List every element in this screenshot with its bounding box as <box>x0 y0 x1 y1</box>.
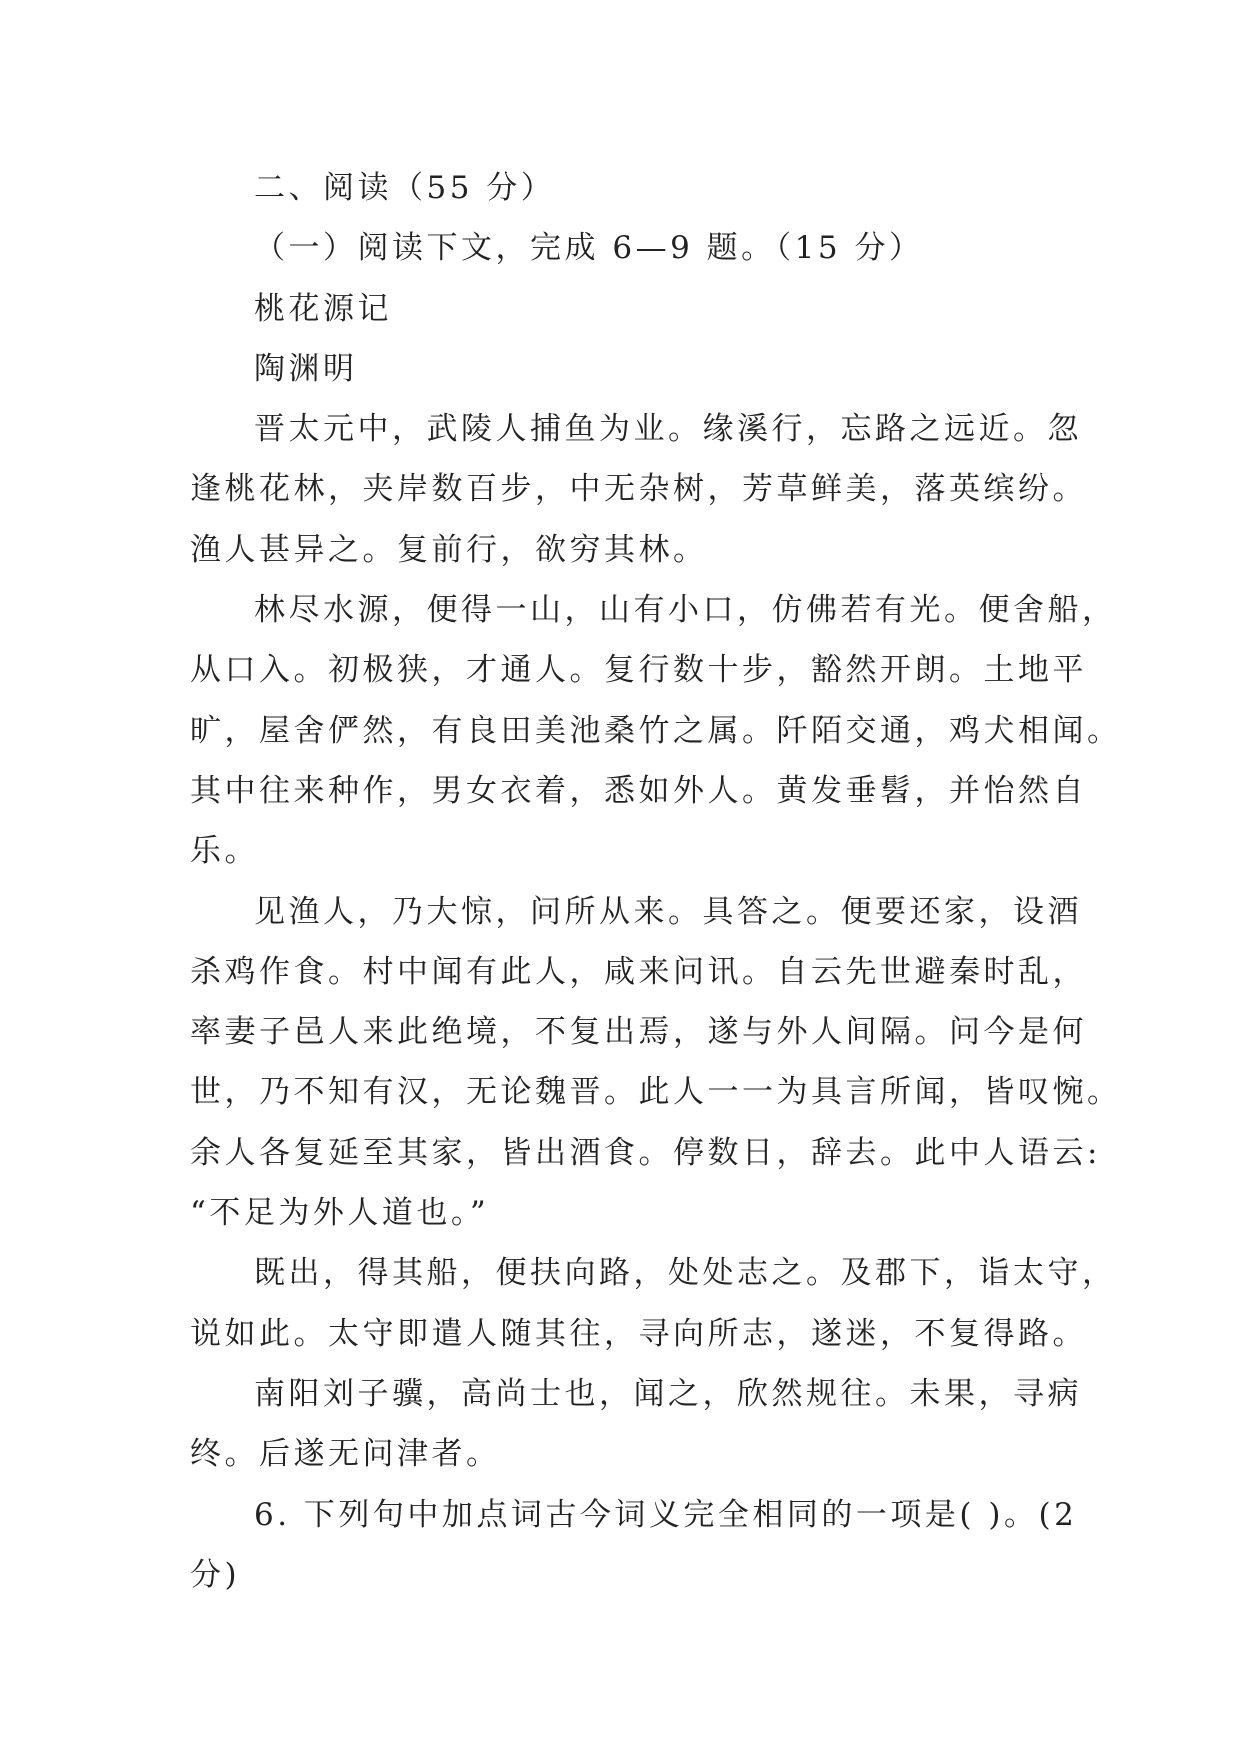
passage-author: 陶渊明 <box>254 350 358 387</box>
question-line: 6. 下列句中加点词古今词义完全相同的一项是( )。(2 <box>254 1496 1078 1533</box>
paragraph-2 <box>190 580 1122 881</box>
paragraph-line: 世，乃不知有汉，无论魏晋。此人一一为具言所闻，皆叹惋。 <box>190 1074 1122 1111</box>
paragraph-5 <box>190 1364 1082 1485</box>
paragraph-line: 见渔人，乃大惊，问所从来。具答之。便要还家，设酒 <box>254 893 1082 930</box>
paragraph-line: 余人各复延至其家，皆出酒食。停数日，辞去。此中人语云: <box>190 1134 1101 1171</box>
paragraph-line: 率妻子邑人来此绝境，不复出焉，遂与外人间隔。问今是何 <box>190 1014 1087 1051</box>
paragraph-line: 既出，得其船，便扶向路，处处志之。及郡下，诣太守， <box>254 1255 1117 1292</box>
paragraph-line: “不足为外人道也。” <box>190 1195 490 1232</box>
paragraph-line: 终。后遂无问津者。 <box>190 1436 501 1473</box>
paragraph-line: 旷，屋舍俨然，有良田美池桑竹之属。阡陌交通，鸡犬相闻。 <box>190 712 1122 749</box>
paragraph-line: 乐。 <box>190 833 259 870</box>
question-6 <box>190 1485 1078 1606</box>
paragraph-line: 逢桃花林，夹岸数百步，中无杂树，芳草鲜美，落英缤纷。 <box>190 471 1087 508</box>
paragraph-line: 从口入。初极狭，才通人。复行数十步，豁然开朗。土地平 <box>190 652 1087 689</box>
paragraph-1 <box>190 399 1087 580</box>
paragraph-line: 说如此。太守即遣人随其往，寻向所志，遂迷，不复得路。 <box>190 1315 1087 1352</box>
passage-body <box>190 399 1122 1605</box>
paragraph-line: 晋太元中，武陵人捕鱼为业。缘溪行，忘路之远近。忽 <box>254 411 1082 448</box>
document-page <box>190 158 1122 1605</box>
paragraph-line: 其中往来种作，男女衣着，悉如外人。黄发垂髫，并怡然自 <box>190 772 1087 809</box>
paragraph-4 <box>190 1243 1117 1364</box>
paragraph-line: 渔人甚异之。复前行，欲穷其林。 <box>190 531 708 568</box>
paragraph-line: 林尽水源，便得一山，山有小口，仿佛若有光。便舍船， <box>254 592 1117 629</box>
subsection-heading: （一）阅读下文，完成 6—9 题。（15 分） <box>254 230 924 267</box>
question-line: 分) <box>190 1556 241 1593</box>
paragraph-line: 南阳刘子骥，高尚士也，闻之，欣然规往。未果，寻病 <box>254 1375 1082 1412</box>
passage-title: 桃花源记 <box>254 290 392 327</box>
paragraph-3 <box>190 882 1122 1244</box>
section-heading: 二、阅读（55 分） <box>254 170 556 206</box>
paragraph-line: 杀鸡作食。村中闻有此人，咸来问讯。自云先世避秦时乱， <box>190 953 1087 990</box>
